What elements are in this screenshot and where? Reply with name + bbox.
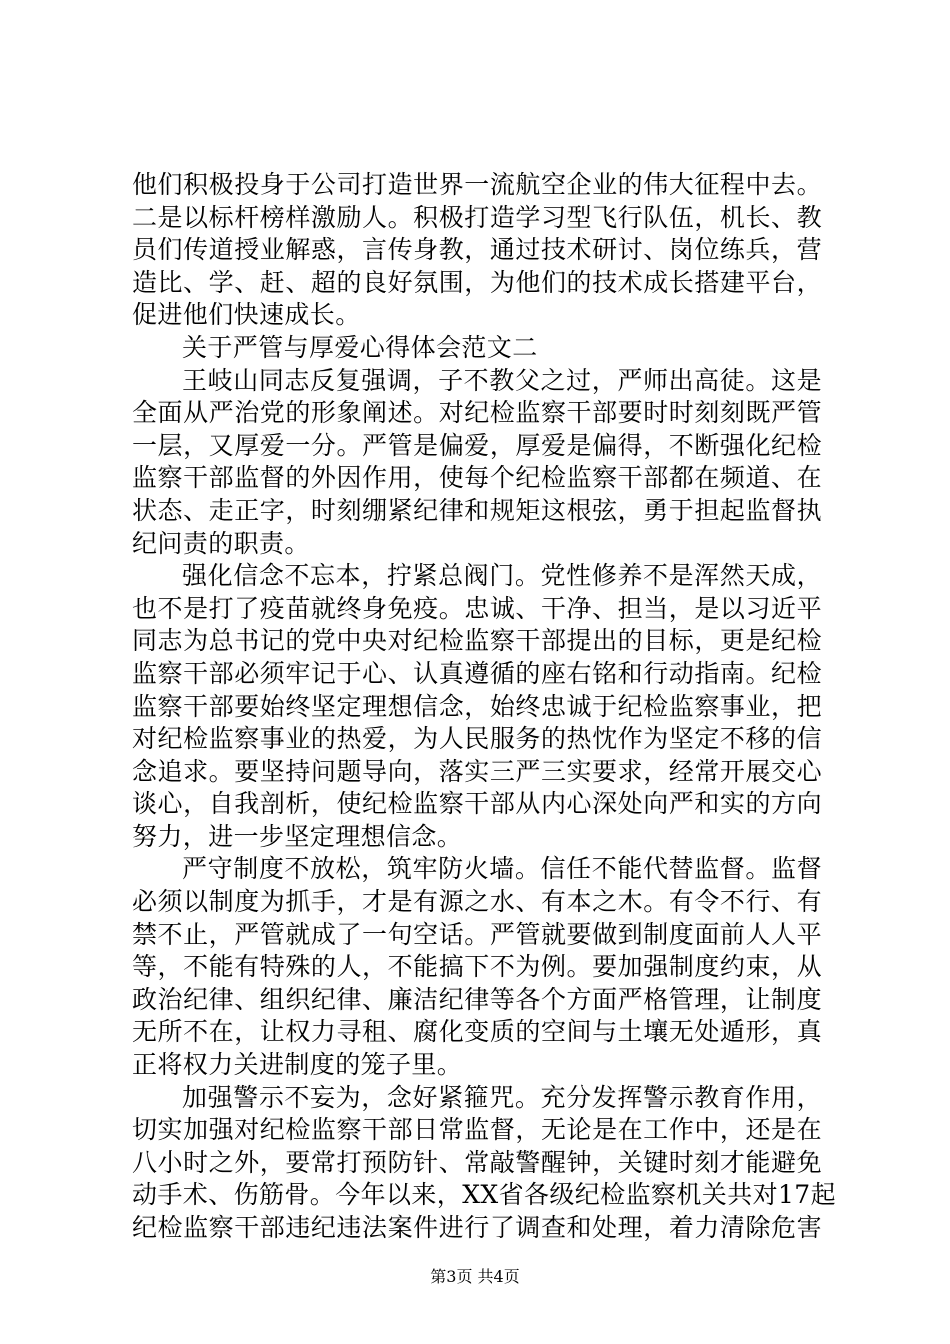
text-line: 八小时之外，要常打预防针、常敲警醒钟，关键时刻才能避免 (132, 1147, 822, 1177)
text-line: 对纪检监察事业的热爱，为人民服务的热忱作为坚定不移的信 (132, 724, 822, 754)
text-line: 促进他们快速成长。 (132, 300, 361, 330)
text-line: 二是以标杆榜样激励人。积极打造学习型飞行队伍，机长、教 (132, 202, 822, 232)
text-line: 努力，进一步坚定理想信念。 (132, 821, 463, 851)
text-line: 他们积极投身于公司打造世界一流航空企业的伟大征程中去。 (132, 170, 822, 199)
text-line: 谈心，自我剖析，使纪检监察干部从内心深处向严和实的方向 (132, 789, 822, 819)
text-line: 状态、走正字，时刻绷紧纪律和规矩这根弦，勇于担起监督执 (132, 495, 822, 525)
text-line: 纪检监察干部违纪违法案件进行了调查和处理，着力清除危害 (132, 1213, 822, 1242)
text-line: 切实加强对纪检监察干部日常监督，无论是在工作中，还是在 (132, 1115, 822, 1145)
text-line: 一层，又厚爱一分。严管是偏爱，厚爱是偏得，不断强化纪检 (132, 430, 822, 460)
text-line: 正将权力关进制度的笼子里。 (132, 1050, 463, 1080)
text-line: 禁不止，严管就成了一句空话。严管就要做到制度面前人人平 (132, 919, 822, 949)
text-line: 念追求。要坚持问题导向，落实三严三实要求，经常开展交心 (132, 756, 822, 786)
text-line: 监察干部要始终坚定理想信念，始终忠诚于纪检监察事业，把 (132, 691, 822, 721)
text-line: 纪问责的职责。 (132, 528, 310, 558)
document-body (132, 169, 837, 1245)
text-line: 严守制度不放松，筑牢防火墙。信任不能代替监督。监督 (182, 854, 822, 884)
text-line: 必须以制度为抓手，才是有源之水、有本之木。有令不行、有 (132, 887, 822, 917)
text-line: 监察干部必须牢记于心、认真遵循的座右铭和行动指南。纪检 (132, 658, 822, 688)
text-line: 监察干部监督的外因作用，使每个纪检监察干部都在频道、在 (132, 463, 822, 493)
text-line: 造比、学、赶、超的良好氛围，为他们的技术成长搭建平台， (132, 267, 822, 297)
text-line: 政治纪律、组织纪律、廉洁纪律等各个方面严格管理，让制度 (132, 984, 822, 1014)
text-line: 加强警示不妄为，念好紧箍咒。充分发挥警示教育作用， (182, 1082, 822, 1112)
text-line: 员们传道授业解惑，言传身教，通过技术研讨、岗位练兵，营 (132, 235, 822, 265)
text-line: 强化信念不忘本，拧紧总阀门。党性修养不是浑然天成， (182, 561, 822, 591)
text-line: 无所不在，让权力寻租、腐化变质的空间与土壤无处遁形，真 (132, 1017, 822, 1047)
text-line: 同志为总书记的党中央对纪检监察干部提出的目标，更是纪检 (132, 626, 822, 656)
text-line: 也不是打了疫苗就终身免疫。忠诚、干净、担当，是以习近平 (132, 593, 822, 623)
text-line: 关于严管与厚爱心得体会范文二 (182, 332, 538, 362)
text-line: 等，不能有特殊的人，不能搞下不为例。要加强制度约束，从 (132, 952, 822, 982)
page-footer: 第3页 共4页 (430, 1267, 520, 1286)
text-line: 王岐山同志反复强调，子不教父之过，严师出高徒。这是 (182, 365, 822, 395)
text-line: 全面从严治党的形象阐述。对纪检监察干部要时时刻刻既严管 (132, 398, 822, 428)
text-line: 动手术、伤筋骨。今年以来，XX省各级纪检监察机关共对17起 (132, 1180, 837, 1210)
